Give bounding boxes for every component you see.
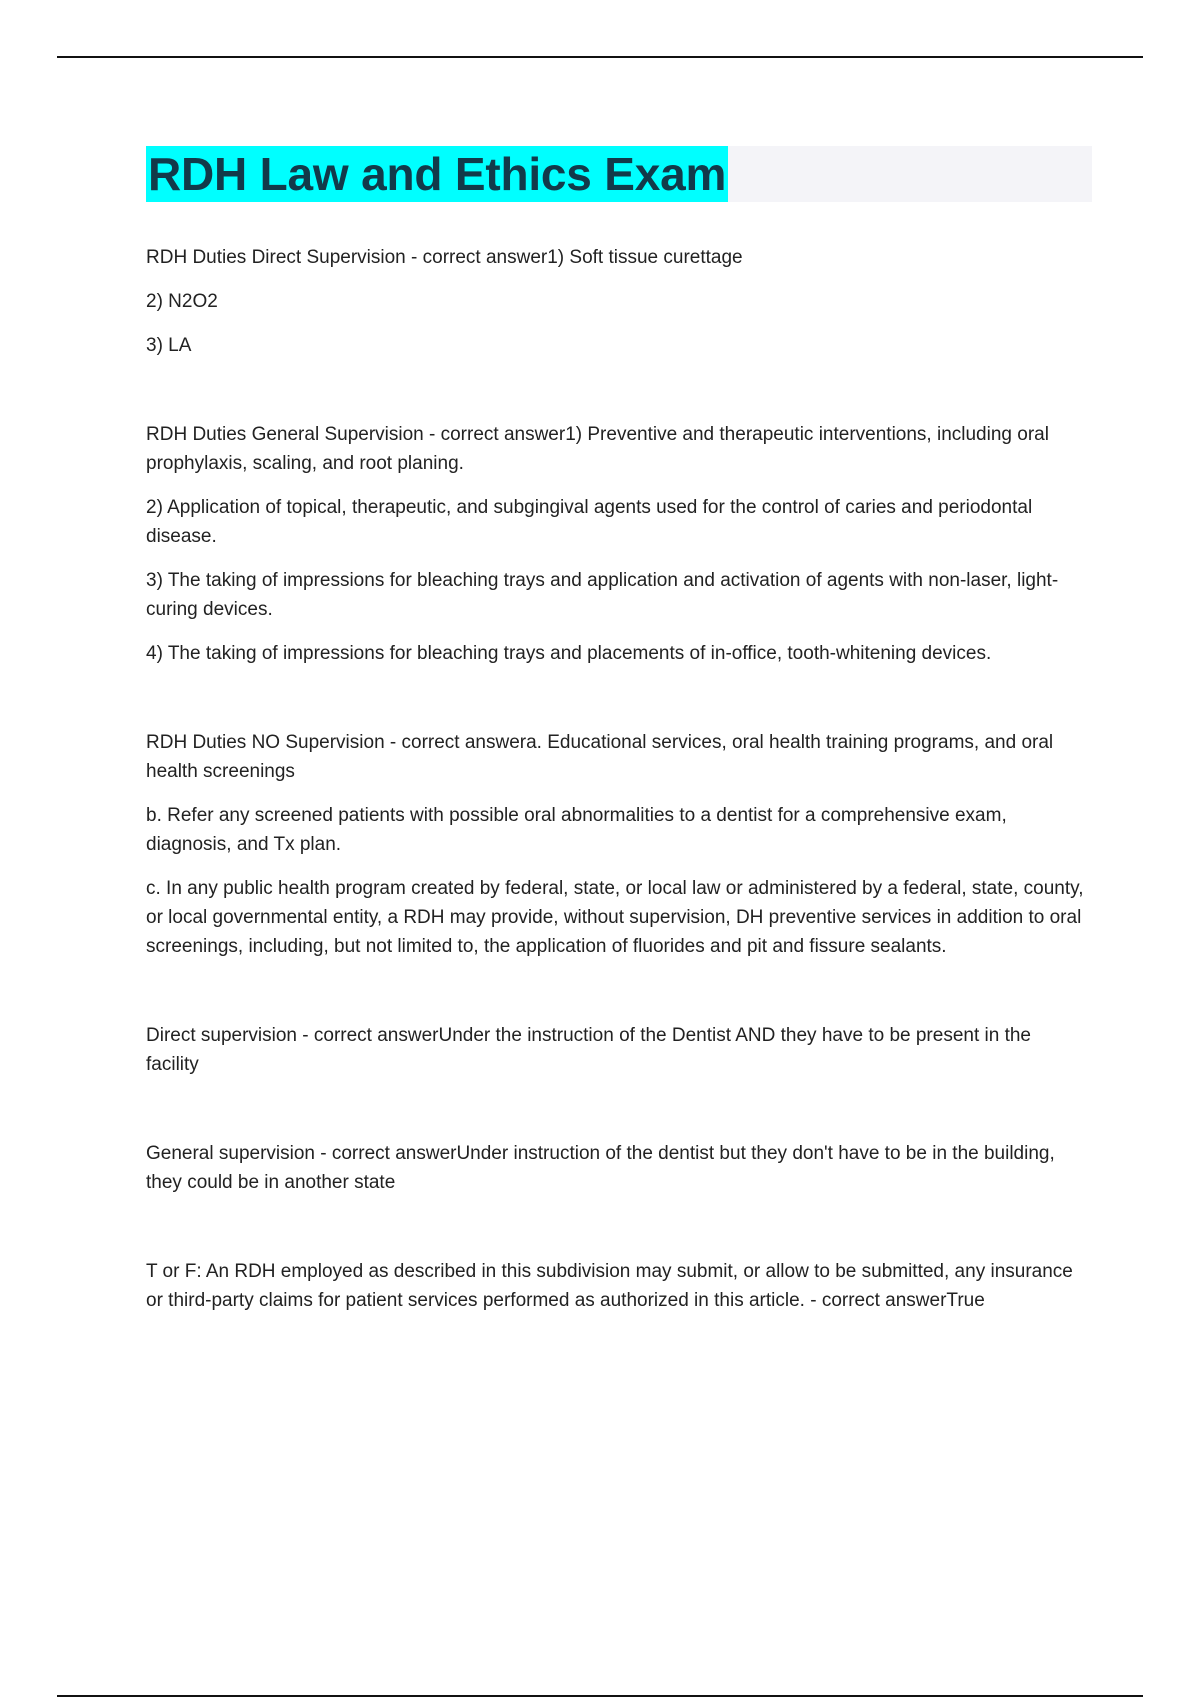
qa-entry-general-duties: [146, 420, 1086, 668]
qa-entry-no-supervision-duties: [146, 728, 1086, 961]
qa-paragraph: b. Refer any screened patients with possible oral abnormalities to a dentist for a comprehensive exam, diagnosis, and Tx plan.: [146, 805, 1007, 855]
qa-entry-direct-duties: [146, 243, 1086, 360]
qa-paragraph: 3) The taking of impressions for bleaching trays and application and activation of agents with non-laser, light-curing devices.: [146, 570, 1059, 620]
qa-paragraph: 2) N2O2: [146, 291, 218, 312]
qa-paragraph: RDH Duties Direct Supervision - correct answer1) Soft tissue curettage: [146, 247, 743, 268]
document-title: RDH Law and Ethics Exam: [148, 148, 727, 200]
bottom-rule: [57, 1695, 1143, 1697]
qa-paragraph: RDH Duties NO Supervision - correct answera. Educational services, oral health training programs, and oral health screenings: [146, 732, 1054, 782]
qa-paragraph: c. In any public health program created by federal, state, or local law or administered by a federal, state, county, or local governmental entity, a RDH may provide, without supervision, DH preventive services in addition to oral screenings, including, but not limited to, the application of fluorides and pit and fissure sealants.: [146, 878, 1084, 957]
qa-entry-general-supervision: [146, 1139, 1086, 1197]
qa-paragraph: 2) Application of topical, therapeutic, and subgingival agents used for the control of caries and periodontal disease.: [146, 497, 1033, 547]
qa-paragraph: Direct supervision - correct answerUnder the instruction of the Dentist AND they have to be present in the facility: [146, 1025, 1031, 1075]
qa-paragraph: T or F: An RDH employed as described in this subdivision may submit, or allow to be submitted, any insurance or third-party claims for patient services performed as authorized in this article. - correct answerTrue: [146, 1261, 1073, 1311]
qa-paragraph: 3) LA: [146, 335, 192, 356]
qa-entry-direct-supervision: [146, 1021, 1086, 1079]
title-band: [146, 146, 1092, 202]
document-body: [146, 243, 1086, 1375]
top-rule: [57, 56, 1143, 58]
qa-entry-true-false: [146, 1257, 1086, 1315]
qa-paragraph: General supervision - correct answerUnder instruction of the dentist but they don't have to be in the building, they could be in another state: [146, 1143, 1055, 1193]
qa-paragraph: 4) The taking of impressions for bleaching trays and placements of in-office, tooth-whitening devices.: [146, 643, 992, 664]
qa-paragraph: RDH Duties General Supervision - correct answer1) Preventive and therapeutic interventions, including oral prophylaxis, scaling, and root planing.: [146, 424, 1049, 474]
